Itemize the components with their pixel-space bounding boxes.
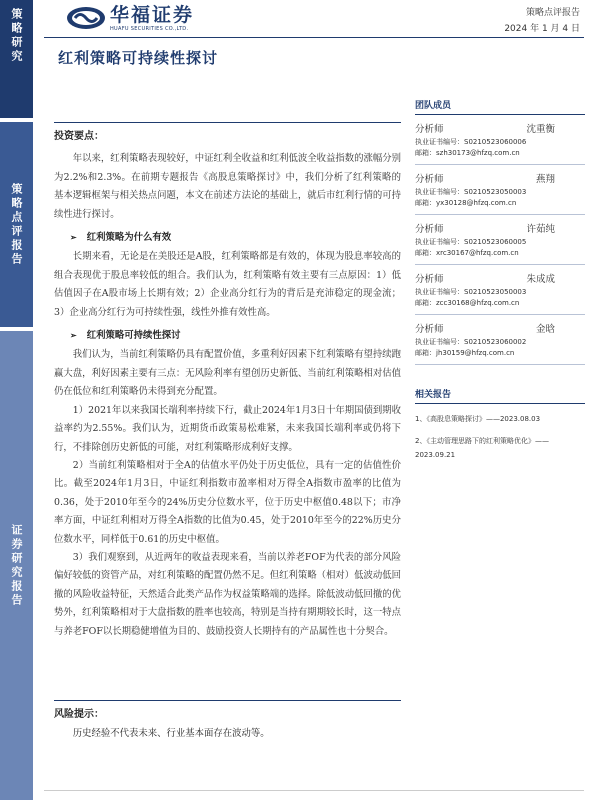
risk-paragraph: 历史经验不代表未来、行业基本面存在波动等。: [72, 728, 270, 739]
related-report-link[interactable]: 2、《主动管理思路下的红利策略优化》——2023.09.21: [415, 437, 549, 459]
company-name-cn: 华福证券: [110, 4, 195, 26]
analyst-cert: 执业证书编号：S0210523060002: [415, 338, 527, 346]
analyst-cert: 执业证书编号：S0210523050003: [415, 288, 527, 296]
analyst-role: 分析师: [415, 224, 444, 235]
section2-paragraph: 3）我们观察到，从近两年的收益表现来看，当前以养老FOF为代表的部分风险偏好较低的资管产品，对红利策略的配置仍然不足。但红利策略（相对）低波动低回撤的风险收益特征，天然适合此类产品作为权益策略端的选择。除低波动低回撤的优势外，红利策略相对于大盘指数的胜率也较高，特别是当持有期期较长时，这一特点与养老FOF以长期稳健增值为目的、鼓励投资人长期持有的产品属性也十分契合。: [54, 551, 401, 637]
right-sidebar: [415, 98, 585, 462]
analyst-role: 分析师: [415, 124, 444, 135]
footer-divider: [44, 790, 584, 791]
report-title: 红利策略可持续性探讨: [58, 49, 219, 67]
analyst-card: [415, 223, 585, 265]
analyst-card: [415, 173, 585, 215]
main-top-rule: [54, 122, 401, 123]
section1-paragraph: 长期来看，无论是在美股还是A股，红利策略都是有效的，体现为股息率较高的组合表现优于股息率较低的组合。我们认为，红利策略有效主要有三点原因：1）低估值因子在A股市场上长期有效；2）企业高分红行为的背后是充沛稳定的现金流；3）企业高分红行为可持续性强，线性外推有效性高。: [54, 251, 401, 318]
analyst-email[interactable]: 邮箱：xrc30167@hfzq.com.cn: [415, 249, 519, 257]
risk-top-rule: [54, 700, 401, 701]
related-report-link[interactable]: 1、《高股息策略探讨》——2023.08.03: [415, 415, 541, 423]
analyst-name: 朱成成: [526, 274, 555, 285]
section-heading: ➢ 红利策略为什么有效: [70, 232, 172, 244]
risk-heading: 风险提示：: [54, 709, 104, 720]
header-meta: [504, 5, 580, 37]
analyst-card: [415, 323, 585, 365]
analyst-email[interactable]: 邮箱：jh30159@hfzq.com.cn: [415, 349, 515, 357]
analyst-cert: 执业证书编号：S0210523060005: [415, 238, 527, 246]
analyst-email[interactable]: 邮箱：zcc30168@hfzq.com.cn: [415, 299, 520, 307]
section2-paragraph: 1）2021年以来我国长端利率持续下行，截止2024年1月3日十年期国债到期收益率约为2.55%。我们认为，近期货币政策易松难紧，未来我国长端利率或仍将下行，不排除创历史新低的可能，对红利策略形成利好支撑。: [54, 404, 401, 453]
team-heading: 团队成员: [415, 98, 585, 115]
strip-research: 证券研究报告: [0, 331, 33, 800]
intro-paragraph: 年以来，红利策略表现较好，中证红利全收益和红利低波全收益指数的涨幅分别为2.2%和2.3%。在前期专题报告《高股息策略探讨》中，我们分析了红利策略的基本逻辑框架与相关热点问题，本文在前述方法论的基础上，就后市红利行情的可持续性进行探讨。: [54, 153, 401, 220]
analyst-name: 许茹纯: [526, 224, 555, 235]
report-type-label: 策略点评报告: [525, 8, 580, 18]
analyst-role: 分析师: [415, 324, 444, 335]
main-content: [54, 127, 401, 641]
analyst-card: [415, 273, 585, 315]
analyst-cert: 执业证书编号：S0210523060006: [415, 138, 527, 146]
strip-report-type: 策略点评报告: [0, 122, 33, 327]
analyst-email[interactable]: 邮箱：szh30173@hfzq.com.cn: [415, 149, 520, 157]
section2-paragraph: 2）当前红利策略相对于全A的估值水平仍处于历史低位，具有一定的估值性价比。截至2024年1月3日，中证红利指数市盈率相对万得全A指数市盈率的比值为0.36，处于2010年至今的24%历史分位数水平，位于历史中枢值0.48以下；市净率方面，中证红利相对万得全A指数的比值为0.45，处于2010年至今的22%历史分位数水平，同样低于0.61的历史中枢值。: [54, 459, 401, 545]
header-divider: [44, 37, 584, 38]
strip-category: 策略研究: [0, 0, 33, 118]
related-heading: 相关报告: [415, 387, 585, 404]
section2-paragraph: 我们认为，当前红利策略仍具有配置价值，多重利好因素下红利策略有望持续跑赢大盘，利好因素主要有三点：无风险利率有望创历史新低、当前红利策略相对估值仍在低位和红利策略仍未得到充分配置。: [54, 349, 401, 398]
analyst-role: 分析师: [415, 274, 444, 285]
analyst-cert: 执业证书编号：S0210523050003: [415, 188, 527, 196]
risk-section: [54, 706, 401, 742]
section-heading: ➢ 红利策略可持续性探讨: [70, 330, 181, 342]
report-date: 2024 年 1 月 4 日: [504, 24, 580, 34]
company-name-en: HUAFU SECURITIES CO.,LTD.: [110, 26, 189, 32]
arrow-bullet-icon: ➢: [70, 232, 77, 243]
highlights-heading: 投资要点：: [54, 131, 104, 142]
analyst-name: 燕翔: [535, 174, 555, 185]
analyst-name: 沈重衡: [526, 124, 555, 135]
arrow-bullet-icon: ➢: [70, 330, 77, 341]
analyst-card: [415, 123, 585, 165]
related-reports: [415, 387, 585, 462]
analyst-email[interactable]: 邮箱：yx30128@hfzq.com.cn: [415, 199, 517, 207]
analyst-name: 金晗: [535, 324, 555, 335]
logo-emblem-icon: [66, 6, 106, 30]
company-logo: [66, 4, 194, 32]
left-strip: [0, 0, 33, 800]
analyst-role: 分析师: [415, 174, 444, 185]
